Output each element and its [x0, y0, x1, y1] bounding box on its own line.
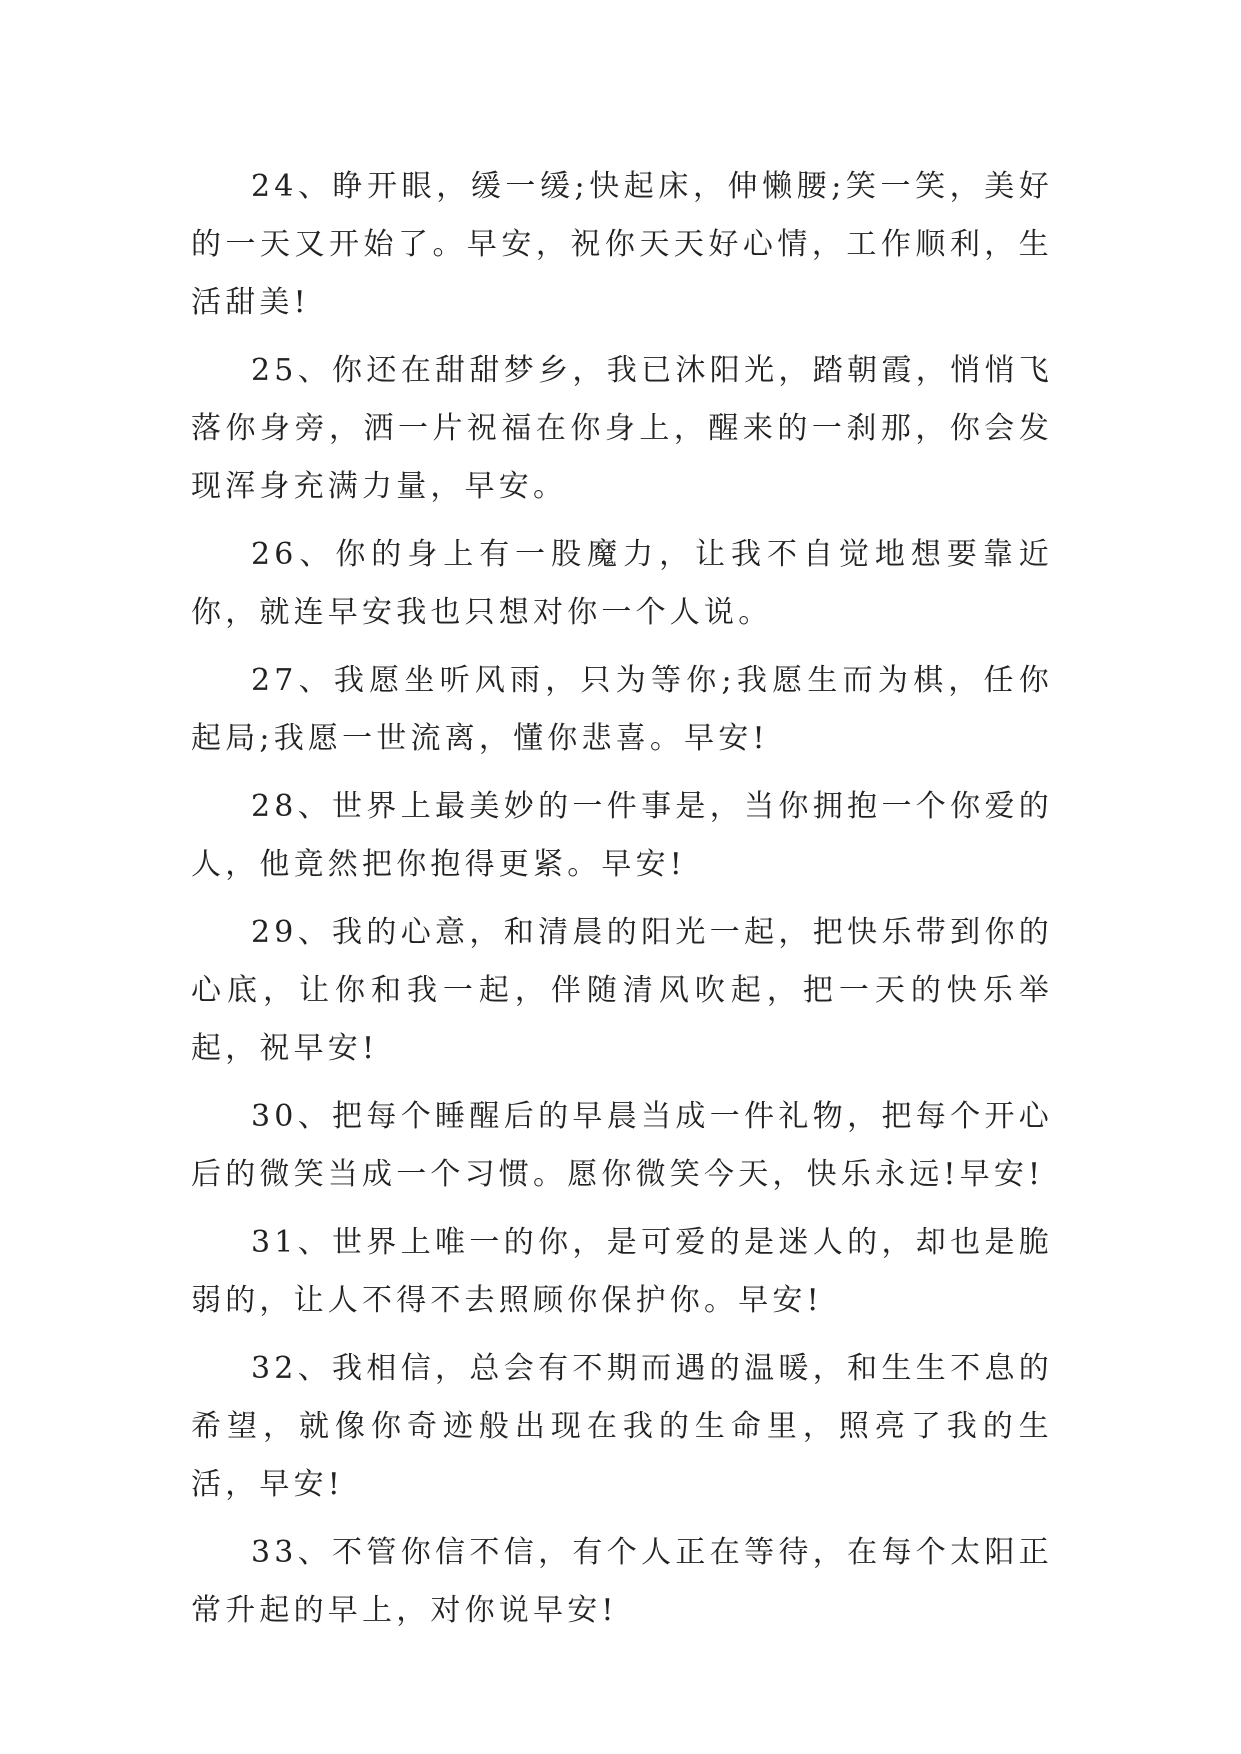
paragraph-28: 28、世界上最美妙的一件事是，当你拥抱一个你爱的人，他竟然把你抱得更紧。早安!	[191, 789, 1053, 882]
document-body	[191, 158, 1053, 1650]
paragraph-24: 24、睁开眼，缓一缓;快起床，伸懒腰;笑一笑，美好的一天又开始了。早安，祝你天天好心情，工作顺利，生活甜美!	[191, 169, 1053, 320]
paragraph-27: 27、我愿坐听风雨，只为等你;我愿生而为棋，任你起局;我愿一世流离，懂你悲喜。早安!	[191, 663, 1053, 756]
paragraph-31: 31、世界上唯一的你，是可爱的是迷人的，却也是脆弱的，让人不得不去照顾你保护你。早安!	[191, 1225, 1053, 1318]
paragraph-26: 26、你的身上有一股魔力，让我不自觉地想要靠近你，就连早安我也只想对你一个人说。	[191, 537, 1053, 630]
paragraph-30: 30、把每个睡醒后的早晨当成一件礼物，把每个开心后的微笑当成一个习惯。愿你微笑今天，快乐永远!早安!	[191, 1099, 1053, 1192]
paragraph-29: 29、我的心意，和清晨的阳光一起，把快乐带到你的心底，让你和我一起，伴随清风吹起，把一天的快乐举起，祝早安!	[191, 915, 1053, 1066]
paragraph-32: 32、我相信，总会有不期而遇的温暖，和生生不息的希望，就像你奇迹般出现在我的生命里，照亮了我的生活，早安!	[191, 1351, 1053, 1502]
paragraph-25: 25、你还在甜甜梦乡，我已沐阳光，踏朝霞，悄悄飞落你身旁，洒一片祝福在你身上，醒来的一刹那，你会发现浑身充满力量，早安。	[191, 353, 1053, 504]
paragraph-33: 33、不管你信不信，有个人正在等待，在每个太阳正常升起的早上，对你说早安!	[191, 1535, 1053, 1628]
